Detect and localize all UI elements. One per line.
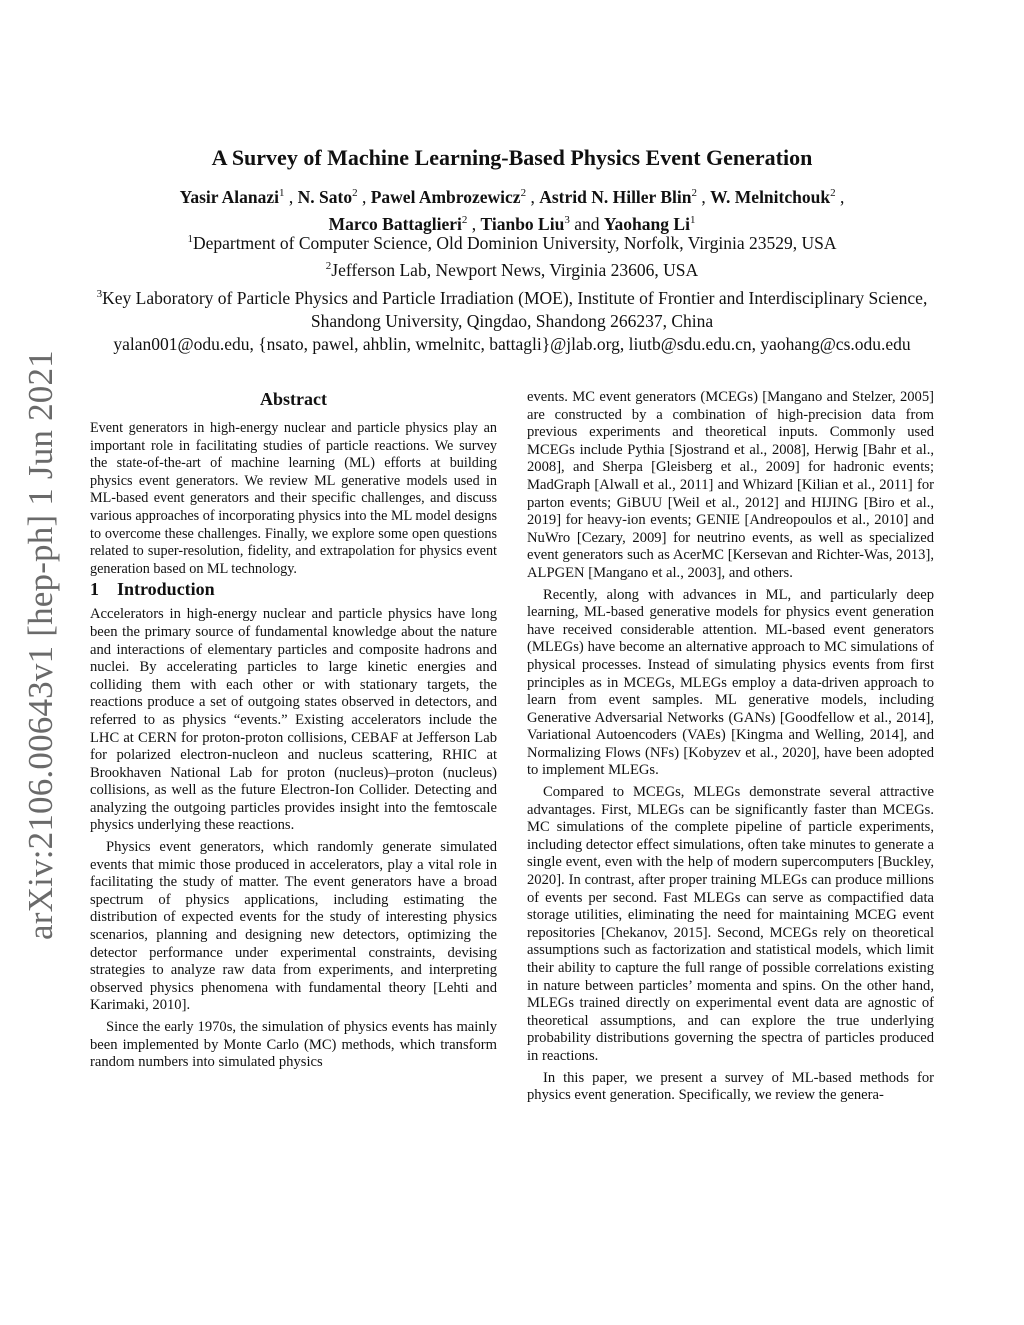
author-emails: yalan001@odu.edu, {nsato, pawel, ahblin, wmelnitc, battagli}@jlab.org, liutb@sdu.edu.cn, yaohang@cs.odu.edu — [113, 334, 911, 355]
abstract-heading: Abstract — [260, 389, 327, 409]
author: Pawel Ambrozewicz$^2$ — [370, 186, 527, 207]
body-paragraph: Recently, along with advances in ML, and particularly deep learning, ML-based generative models for physics event generation have received considerable attention. ML-based event generators (MLEGs) have become an alternative approach to MC simulations of physical processes. Instead of simulating physics events from first principles as in MCEGs, MLEGs employ a data-driven approach to learn from event samples. ML generative models, including Generative Adversarial Networks (GANs) [Goodfellow et al., 2014], Variational Autoencoders (VAEs) [Kingma and Welling, 2014], and Normalizing Flows (NFs) [Kobyzev et al., 2020], have been adopted to implement MLEGs. — [527, 586, 934, 779]
author: Yaohang Li$^1$ — [603, 213, 696, 234]
author-list: Yasir Alanazi$^1$ , N. Sato$^2$ , Pawel Ambrozewicz$^2$ , Astrid N. Hiller Blin$^2$ , W. Melnitchouk$^2$ , Marco Battaglieri$^2$ , Tianbo Liu$^3$ and Yaohang Li$^1$ — [179, 186, 845, 234]
body-paragraph: Accelerators in high-energy nuclear and particle physics have long been the primary source of fundamental knowledge about the nature and interactions of elementary particles and composite hadrons and nuclei. By accelerating particles to large kinetic energies and colliding them with each other or with stationary targets, the reactions produce a set of outgoing states observed in detectors, and referred to as physics “events.” Existing accelerators include the LHC at CERN for proton-proton collisions, CEBAF at Jefferson Lab for polarized electron-nucleon and nucleus scattering, RHIC at Brookhaven National Lab for proton (nucleus)–proton (nucleus) collisions, as well as the future Electron-Ion Collider. Detecting and analyzing the outgoing particles provides insight into the femtoscale physics underlying these reactions. — [90, 606, 497, 834]
abstract-text: Event generators in high-energy nuclear and particle physics play an important role in facilitating studies of particle reactions. We survey the state-of-the-art of machine learning (ML) efforts at building physics event generators. We review ML generative models used in ML-based event generators and their specific challenges, and discuss various approaches of incorporating physics into the ML model designs to overcome these challenges. Finally, we explore some open questions related to super-resolution, fidelity, and extrapolation for physics event generation based on ML technology. — [90, 420, 497, 577]
body-paragraph: Physics event generators, which randomly generate simulated events that mimic those produced in accelerators, play a vital role in facilitating the study of matter. The event generators have a broad spectrum of physics applications, including estimating the distribution of expected events for the study of interesting physics scenarios, planning and designing new detectors, optimizing the detector performance under experimental constraints, devising strategies to analyze raw data from experiments, and interpreting observed physics phenomena with fundamental theory [Lehti and Karimaki, 2010]. — [90, 839, 497, 1014]
author: W. Melnitchouk$^2$ — [710, 186, 836, 207]
author: Astrid N. Hiller Blin$^2$ — [539, 186, 698, 207]
author: Yasir Alanazi$^1$ — [179, 186, 285, 207]
affiliation: $^2$Jefferson Lab, Newport News, Virginia 23606, USA — [325, 260, 699, 281]
arxiv-identifier-stamp: arXiv:2106.00643v1 [hep-ph] 1 Jun 2021 — [21, 350, 60, 940]
affiliation: $^1$Department of Computer Science, Old Dominion University, Norfolk, Virginia 23529, USA — [187, 232, 837, 253]
body-paragraph: Since the early 1970s, the simulation of physics events has mainly been implemented by Monte Carlo (MC) methods, which transform random numbers into simulated physics — [90, 1019, 497, 1071]
author: Tianbo Liu$^3$ — [480, 213, 570, 234]
body-paragraph: events. MC event generators (MCEGs) [Mangano and Stelzer, 2005] are constructed by a combination of high-precision data from previous experiments and theoretical inputs. Commonly used MCEGs include Pythia [Sjostrand et al., 2008], Herwig [Bahr et al., 2008], and Sherpa [Gleisberg et al., 2009] for hadronic events; MadGraph [Alwall et al., 2011] and Whizard [Kilian et al., 2011] for parton events; GiBUU [Weil et al., 2012] and HIJING [Biro et al., 2019] for heavy-ion events; GENIE [Andreopoulos et al., 2010] and NuWro [Cezary, 2009] for neutrino events, as well as specialized event generators such as AcerMC [Kersevan and Richter-Was, 2013], ALPGEN [Mangano et al., 2003], and others. — [527, 389, 934, 581]
affiliation: $^3$Key Laboratory of Particle Physics and Particle Irradiation (MOE), Institute of Frontier and Interdisciplinary Science, Shandong University, Qingdao, Shandong 266237, China — [96, 287, 928, 331]
affiliations — [80, 228, 944, 357]
author-conjunction: and — [574, 213, 600, 234]
body-paragraph: Compared to MCEGs, MLEGs demonstrate several attractive advantages. First, MLEGs can be significantly faster than MCEGs. MC simulations of the complete pipeline of particle experiments, including detector effect simulations, often take minutes to generate a single event, even with the help of modern supercomputers [Buckley, 2020]. In contrast, after proper training MLEGs can produce millions of events per second. Fast MLEGs can serve as compactified data storage utilities, eliminating the need for maintaining MCEG event repositories [Chekanov, 2015]. Second, MCEGs rely on theoretical assumptions such as factorization and statistical models, which limit their ability to capture the full range of possible correlations existing in nature between particles’ momenta and spins. On the other hand, MLEGs trained directly on experimental event data are agnostic of theoretical assumptions, and can explore the true underlying probability distributions governing the spectra of particles produced in reactions. — [527, 784, 934, 1064]
author: N. Sato$^2$ — [297, 186, 358, 207]
section-heading-introduction — [90, 578, 497, 600]
left-column — [90, 388, 497, 1072]
body-paragraph: In this paper, we present a survey of ML-based methods for physics event generation. Specifically, we review the genera- — [527, 1069, 934, 1104]
section-title: Introduction — [117, 579, 215, 600]
author: Marco Battaglieri$^2$ — [328, 213, 468, 234]
paper-title: A Survey of Machine Learning-Based Physics Event Generation — [211, 145, 813, 170]
section-number: 1 — [90, 579, 99, 600]
right-column — [527, 389, 934, 1105]
